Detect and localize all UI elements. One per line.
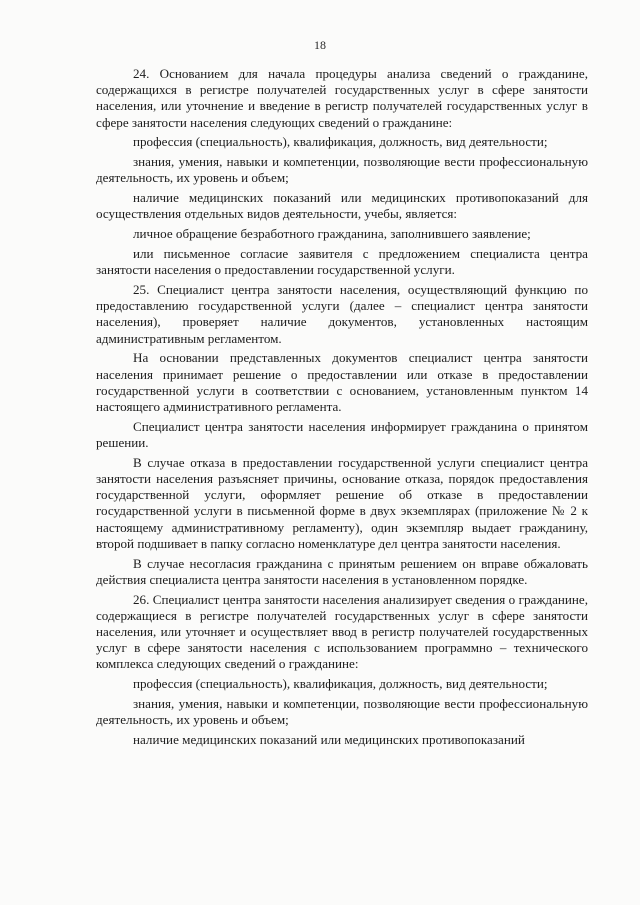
paragraph: профессия (специальность), квалификация, должность, вид деятельности; [133,676,548,692]
paragraph: знания, умения, навыки и компетенции, позволяющие вести профессиональную деятельность, их уровень и объем; [96,154,588,186]
paragraph: 24. Основанием для начала процедуры анализа сведений о гражданине, содержащихся в регистре получателей государственных услуг в сфере занятости населения, или уточнение и введение в регистр получателей государственных услуг в сфере занятости населения следующих сведений о гражданине: [96,66,588,130]
paragraph: На основании представленных документов специалист центра занятости населения принимает решение о предоставлении или отказе в предоставлении государственной услуги в соответствии с основанием, установленным пунктом 14 настоящего административного регламента. [96,350,588,415]
paragraph: профессия (специальность), квалификация, должность, вид деятельности; [133,134,548,150]
paragraph: В случае отказа в предоставлении государственной услуги специалист центра занятости населения разъясняет причины, основание отказа, порядок предоставления государственной услуги, оформляет решение об отказе в предоставлении государственной услуги в письменной форме в двух экземплярах (приложение № 2 к настоящему административному регламенту), один экземпляр выдает гражданину, второй подшивает в папку согласно номенклатуре дел центра занятости населения. [96,454,588,551]
paragraph: В случае несогласия гражданина с принятым решением он вправе обжаловать действия специалиста центра занятости населения в установленном порядке. [96,555,588,587]
paragraph: наличие медицинских показаний или медицинских противопоказаний [133,732,525,748]
paragraph: 25. Специалист центра занятости населения, осуществляющий функцию по предоставлению государственной услуги (далее – специалист центра занятости населения), проверяет наличие документов, установленных настоящим административным регламентом. [96,282,588,346]
paragraph: 26. Специалист центра занятости населения анализирует сведения о гражданине, содержащиеся в регистре получателей государственных услуг в сфере занятости населения, или уточняет и осуществляет ввод в регистр получателей государственных услуг в сфере занятости населения с использованием программно – технического комплекса следующих сведений о гражданине: [96,591,588,672]
paragraph: Специалист центра занятости населения информирует гражданина о принятом решении. [96,418,588,451]
paragraph: личное обращение безработного гражданина, заполнившего заявление; [133,226,531,242]
paragraph: знания, умения, навыки и компетенции, позволяющие вести профессиональную деятельность, их уровень и объем; [96,696,588,728]
paragraph: наличие медицинских показаний или медицинских противопоказаний для осуществления отдельных видов деятельности, учебы, является: [96,190,588,222]
page-number: 18 [314,38,326,52]
paragraph: или письменное согласие заявителя с предложением специалиста центра занятости населения о предоставлении государственной услуги. [96,246,588,278]
document-body [96,66,588,752]
